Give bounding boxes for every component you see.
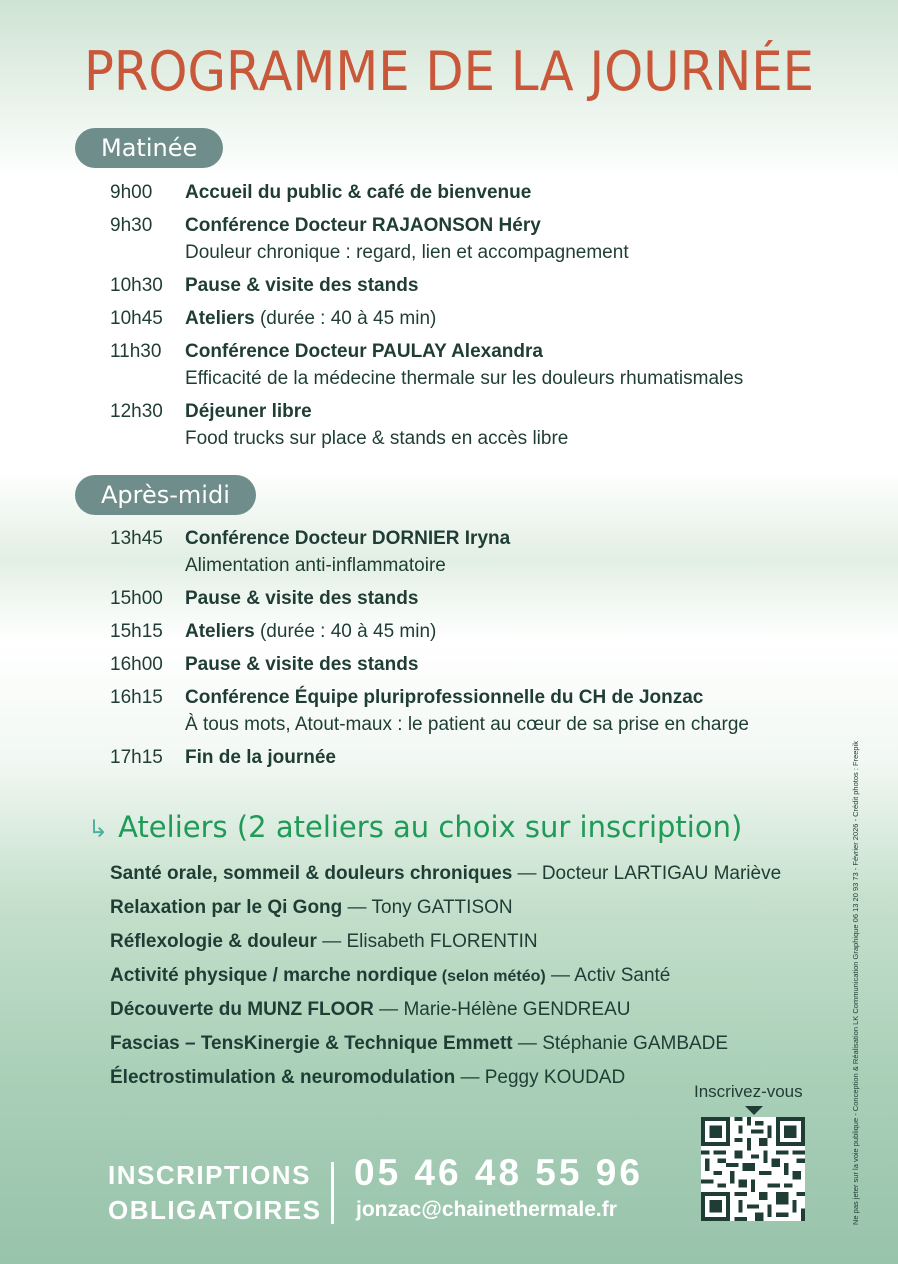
schedule-title: Accueil du public & café de bienvenue [185, 182, 532, 203]
schedule-time: 10h45 [110, 308, 163, 329]
schedule-title: Conférence Docteur RAJAONSON Héry [185, 215, 541, 236]
schedule-item [110, 684, 870, 738]
schedule-title: Pause & visite des stands [185, 275, 419, 296]
workshop-item [110, 925, 850, 959]
schedule-time: 17h15 [110, 747, 163, 768]
schedule-description [185, 338, 870, 392]
schedule-description [185, 212, 870, 266]
schedule-subtitle: Food trucks sur place & stands en accès libre [185, 428, 569, 449]
schedule-title: Pause & visite des stands [185, 654, 419, 675]
workshop-item [110, 857, 850, 891]
schedule-item [110, 744, 870, 771]
arrow-icon: ↳ [88, 815, 109, 843]
schedule-title: Ateliers [185, 621, 255, 642]
workshops-title: Ateliers (2 ateliers au choix sur inscription) [118, 810, 743, 844]
workshop-person: — Activ Santé [545, 965, 671, 986]
schedule-title: Déjeuner libre [185, 401, 312, 422]
schedule-item [110, 338, 870, 392]
workshop-person: — Tony GATTISON [342, 897, 513, 918]
schedule-description [185, 618, 870, 645]
schedule-subtitle: Alimentation anti-inflammatoire [185, 555, 446, 576]
schedule-afternoon [110, 525, 870, 777]
schedule-item [110, 272, 870, 299]
schedule-time: 9h30 [110, 215, 153, 236]
phone-number[interactable]: 05 46 48 55 96 [354, 1152, 643, 1193]
workshop-title: Santé orale, sommeil & douleurs chroniques [110, 863, 513, 884]
registration-line2: OBLIGATOIRES [108, 1195, 322, 1225]
workshop-person: — Elisabeth FLORENTIN [316, 931, 538, 952]
schedule-description [185, 179, 870, 206]
schedule-title: Conférence Équipe pluriprofessionnelle du CH de Jonzac [185, 687, 704, 708]
schedule-subtitle: Efficacité de la médecine thermale sur les douleurs rhumatismales [185, 368, 744, 389]
schedule-time: 13h45 [110, 528, 163, 549]
schedule-description [185, 651, 870, 678]
section-label-afternoon: Après-midi [75, 475, 256, 515]
workshop-title: Activité physique / marche nordique [110, 965, 438, 986]
divider [331, 1162, 334, 1224]
workshop-item [110, 1027, 850, 1061]
schedule-time: 16h00 [110, 654, 163, 675]
schedule-subtitle: Douleur chronique : regard, lien et accompagnement [185, 242, 629, 263]
workshop-person: — Peggy KOUDAD [455, 1067, 626, 1088]
page-title: PROGRAMME DE LA JOURNÉE [83, 40, 815, 103]
schedule-item [110, 525, 870, 579]
schedule-title: Pause & visite des stands [185, 588, 419, 609]
schedule-time: 11h30 [110, 341, 162, 362]
qr-code-icon[interactable] [701, 1117, 805, 1221]
email-link[interactable]: jonzac@chainethermale.fr [356, 1198, 617, 1221]
qr-label: Inscrivez-vous [694, 1082, 803, 1101]
schedule-morning [110, 179, 870, 458]
workshops-heading [88, 810, 742, 844]
workshop-item [110, 959, 850, 993]
schedule-time: 15h00 [110, 588, 163, 609]
schedule-description [185, 398, 870, 452]
schedule-item [110, 618, 870, 645]
workshop-title: Découverte du MUNZ FLOOR [110, 999, 374, 1020]
schedule-title: Conférence Docteur PAULAY Alexandra [185, 341, 543, 362]
workshop-title: Fascias – TensKinergie & Technique Emmett [110, 1033, 513, 1054]
schedule-item [110, 305, 870, 332]
schedule-title: Fin de la journée [185, 747, 336, 768]
schedule-title: Conférence Docteur DORNIER Iryna [185, 528, 511, 549]
workshop-title: Réflexologie & douleur [110, 931, 317, 952]
schedule-extra: (durée : 40 à 45 min) [254, 308, 437, 329]
schedule-item [110, 585, 870, 612]
schedule-item [110, 651, 870, 678]
schedule-time: 15h15 [110, 621, 163, 642]
schedule-time: 10h30 [110, 275, 163, 296]
registration-line1: INSCRIPTIONS [108, 1160, 311, 1190]
workshop-person: — Stéphanie GAMBADE [512, 1033, 729, 1054]
schedule-title: Ateliers [185, 308, 255, 329]
schedule-description [185, 585, 870, 612]
schedule-description [185, 272, 870, 299]
pointer-down-icon [745, 1106, 763, 1115]
schedule-time: 12h30 [110, 401, 163, 422]
schedule-subtitle: À tous mots, Atout-maux : le patient au cœur de sa prise en charge [185, 714, 749, 735]
schedule-time: 16h15 [110, 687, 163, 708]
schedule-item [110, 398, 870, 452]
workshop-item [110, 993, 850, 1027]
schedule-extra: (durée : 40 à 45 min) [254, 621, 437, 642]
schedule-item [110, 179, 870, 206]
workshop-item [110, 891, 850, 925]
section-label-morning: Matinée [75, 128, 223, 168]
workshop-person: — Docteur LARTIGAU Mariève [512, 863, 782, 884]
schedule-description [185, 684, 870, 738]
workshop-note: (selon météo) [437, 968, 546, 985]
workshop-person: — Marie-Hélène GENDREAU [373, 999, 631, 1020]
schedule-description [185, 525, 870, 579]
workshop-title: Électrostimulation & neuromodulation [110, 1067, 456, 1088]
registration-notice [108, 1158, 322, 1228]
schedule-time: 9h00 [110, 182, 153, 203]
schedule-description [185, 305, 870, 332]
schedule-item [110, 212, 870, 266]
credits-text: Ne pas jeter sur la voie publique - Conception & Réalisation LK Communication Graphique 06 13 20 93 73 - Février 2026 - Crédit photos : Freepik [851, 740, 860, 1225]
workshops-list [110, 857, 850, 1095]
workshop-title: Relaxation par le Qi Gong [110, 897, 343, 918]
schedule-description [185, 744, 870, 771]
